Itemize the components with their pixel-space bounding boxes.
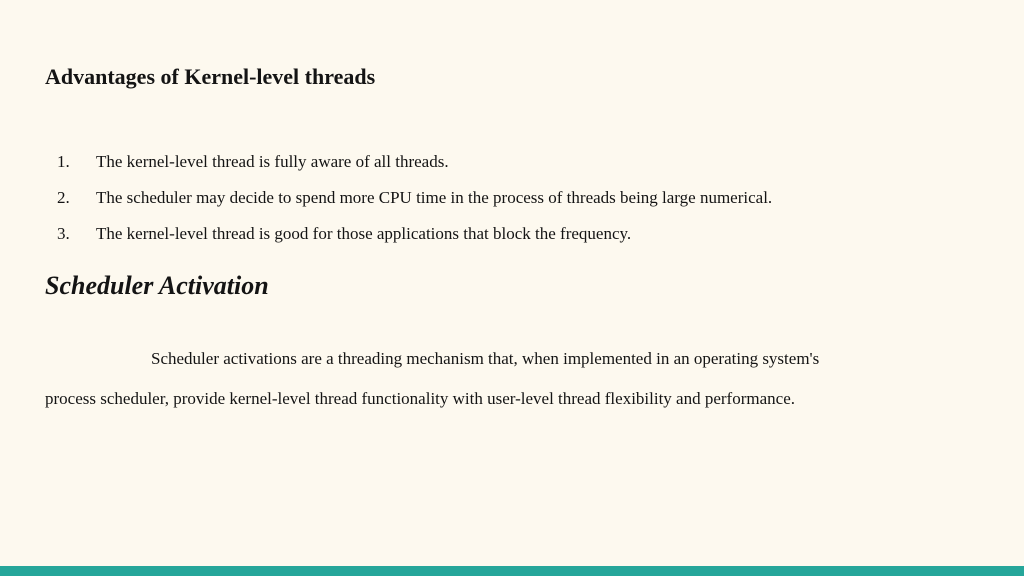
list-item bbox=[0, 186, 1024, 222]
list-item bbox=[0, 150, 1024, 186]
list-item bbox=[0, 222, 1024, 258]
description-paragraph bbox=[45, 339, 985, 419]
footer-accent-bar bbox=[0, 566, 1024, 576]
list-item-number: 3. bbox=[57, 224, 70, 243]
list-item-number: 1. bbox=[57, 152, 70, 171]
paragraph-line: process scheduler, provide kernel-level thread functionality with user-level thread flexibility and performance. bbox=[45, 389, 795, 408]
section-heading: Advantages of Kernel-level threads bbox=[45, 64, 376, 89]
advantages-list bbox=[0, 150, 1024, 258]
section-subheading: Scheduler Activation bbox=[45, 271, 269, 300]
list-item-text: The kernel-level thread is good for those applications that block the frequency. bbox=[96, 224, 632, 243]
list-item-text: The scheduler may decide to spend more CPU time in the process of threads being large numerical. bbox=[96, 188, 773, 207]
list-item-number: 2. bbox=[57, 188, 70, 207]
paragraph-line: Scheduler activations are a threading mechanism that, when implemented in an operating system's bbox=[151, 349, 820, 368]
list-item-text: The kernel-level thread is fully aware of all threads. bbox=[96, 152, 449, 171]
